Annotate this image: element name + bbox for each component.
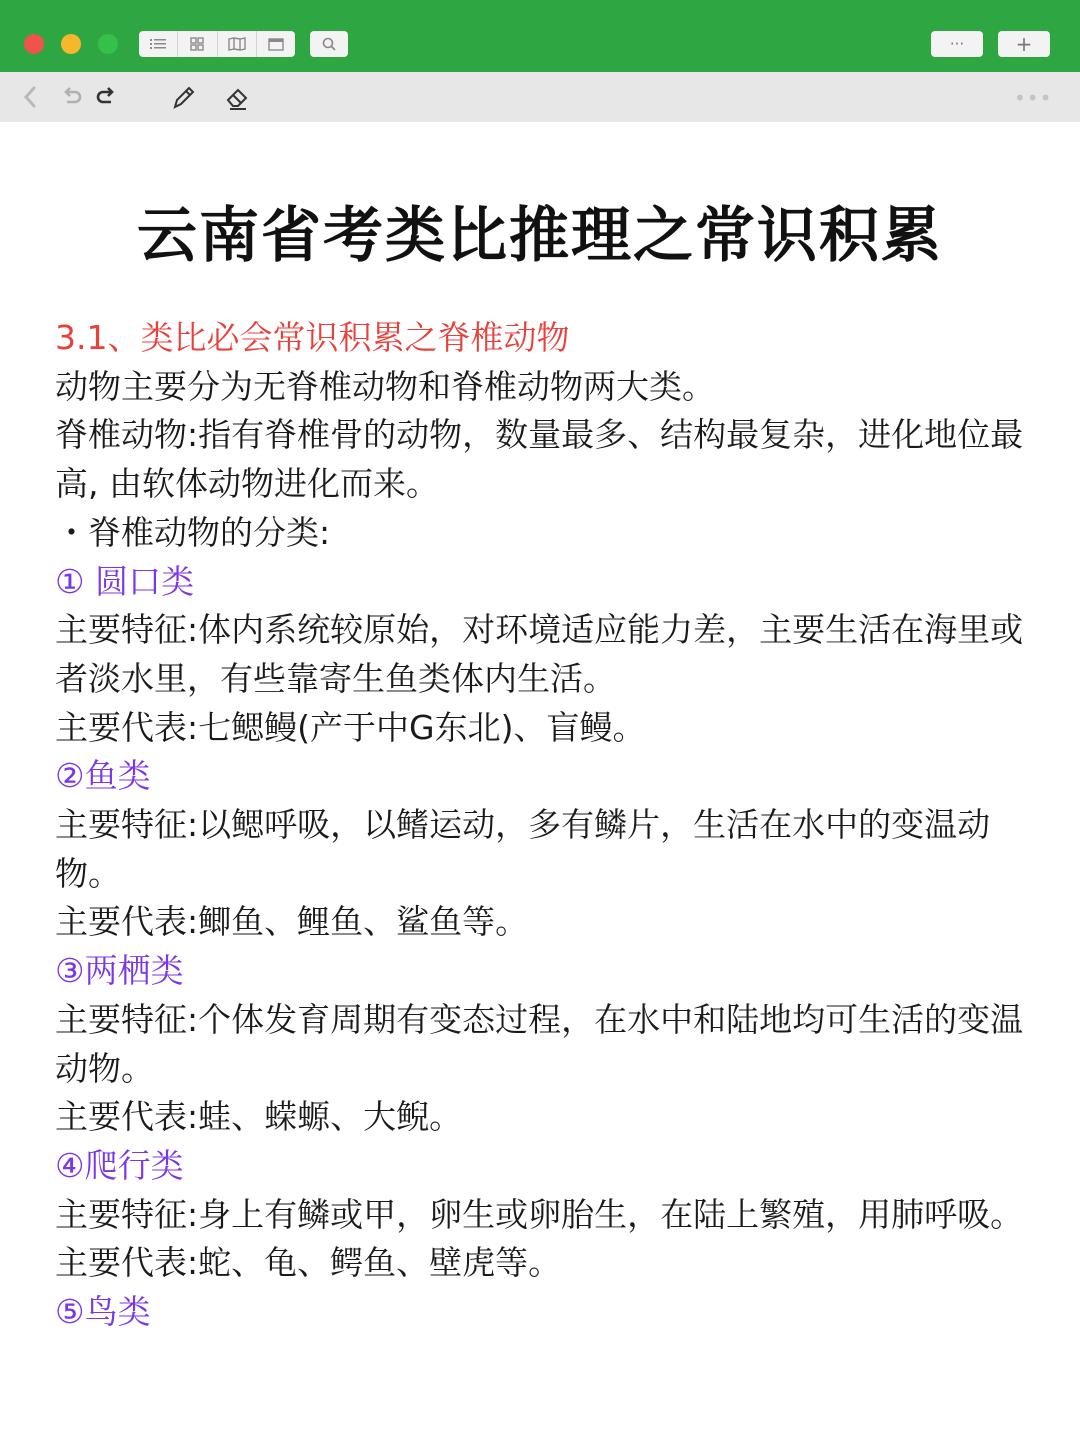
add-button[interactable] [998,31,1050,57]
search-icon [322,37,336,51]
search-button[interactable] [310,31,348,57]
definition-paragraph: 脊椎动物:指有脊椎骨的动物，数量最多、结构最复杂，进化地位最高, 由软体动物进化而来。 [55,415,1024,504]
close-window-button[interactable] [24,34,44,54]
toolbar-more-icon[interactable]: ••• [1014,86,1053,110]
class-representatives: 主要代表:七鳃鳗(产于中G东北)、盲鳗。 [55,707,646,747]
view-switcher [139,31,295,57]
list-icon [150,38,166,50]
eraser-icon[interactable] [224,84,252,112]
class-heading-fish: ②鱼类 [55,756,151,796]
redo-icon[interactable] [96,84,118,110]
ellipsis-icon: ··· [949,34,965,53]
page-title: 云南省考类比推理之常识积累 [137,201,943,271]
list-view-button[interactable] [139,31,178,57]
grid-icon [190,37,204,51]
calendar-icon [268,37,284,51]
editor-toolbar [0,72,1080,122]
plus-icon: + [1015,32,1033,56]
class-feature: 主要特征:个体发育周期有变态过程，在水中和陆地均可生活的变温动物。 [55,999,1024,1088]
book-icon [228,37,246,51]
class-heading-birds: ⑤鸟类 [55,1292,151,1332]
class-representatives: 主要代表:蛇、龟、鳄鱼、壁虎等。 [55,1243,562,1283]
class-feature: 主要特征:以鳃呼吸，以鳍运动，多有鳞片，生活在水中的变温动物。 [55,805,991,893]
calendar-view-button[interactable] [257,31,295,57]
class-representatives: 主要代表:蛙、蝾螈、大鲵。 [55,1097,463,1137]
class-heading-reptiles: ④爬行类 [55,1145,184,1185]
zoom-window-button[interactable] [98,34,118,54]
class-feature: 主要特征:体内系统较原始，对环境适应能力差，主要生活在海里或者淡水里，有些靠寄生鱼类体内生活。 [55,610,1024,698]
book-view-button[interactable] [218,31,257,57]
class-feature: 主要特征:身上有鳞或甲，卵生或卵胎生，在陆上繁殖，用肺呼吸。 [55,1194,1024,1234]
intro-paragraph: 动物主要分为无脊椎动物和脊椎动物两大类。 [55,366,715,406]
class-heading-cyclostomes: ① 圆口类 [55,561,195,601]
pencil-icon[interactable] [170,84,196,112]
more-options-button[interactable] [931,31,983,57]
class-representatives: 主要代表:鲫鱼、鲤鱼、鲨鱼等。 [55,902,529,942]
section-heading: 3.1、类比必会常识积累之脊椎动物 [55,318,570,357]
undo-icon[interactable] [60,84,82,110]
class-heading-amphibians: ③两栖类 [55,951,184,991]
back-icon[interactable] [22,84,38,110]
minimize-window-button[interactable] [61,34,81,54]
classification-bullet: ・脊椎动物的分类: [55,512,331,552]
document-body [55,314,1035,1337]
grid-view-button[interactable] [178,31,217,57]
